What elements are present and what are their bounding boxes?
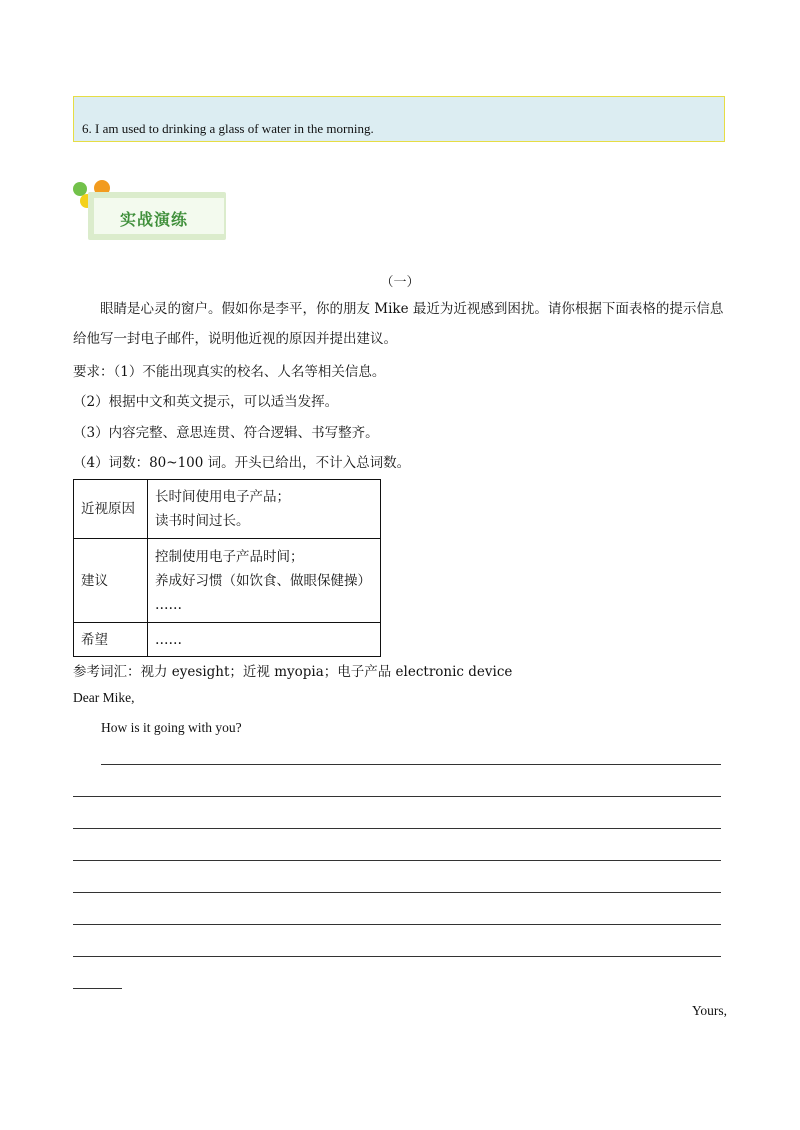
table-cell: …… <box>148 623 381 657</box>
letter-greeting: Dear Mike, <box>73 690 135 705</box>
table-label: 建议 <box>74 539 148 623</box>
requirement-3: （3）内容完整、意思连贯、符合逻辑、书写整齐。 <box>73 425 379 441</box>
section-number: （一） <box>380 275 420 290</box>
hint-table <box>73 479 381 657</box>
answer-line[interactable] <box>101 764 721 765</box>
table-row <box>74 539 381 623</box>
table-label: 近视原因 <box>74 480 148 539</box>
letter-closing: Yours, <box>691 1003 727 1018</box>
table-cell: 控制使用电子产品时间； 养成好习惯（如饮食、做眼保健操） …… <box>148 539 381 623</box>
requirement-4: （4）词数：80~100 词。开头已给出，不计入总词数。 <box>73 455 411 471</box>
answer-line[interactable] <box>73 892 721 893</box>
example-sentence-box <box>73 96 725 142</box>
section-banner <box>72 180 232 244</box>
answer-line[interactable] <box>73 988 122 989</box>
letter-opening: How is it going with you? <box>101 720 242 735</box>
table-row <box>74 480 381 539</box>
table-label: 希望 <box>74 623 148 657</box>
answer-line[interactable] <box>73 828 721 829</box>
task-intro: 眼睛是心灵的窗户。假如你是李平，你的朋友 Mike 最近为近视感到困扰。请你根据下面表格的提示信息给他写一封电子邮件，说明他近视的原因并提出建议。 <box>73 301 724 347</box>
requirement-1: 要求：（1）不能出现真实的校名、人名等相关信息。 <box>73 364 386 380</box>
answer-line[interactable] <box>73 860 721 861</box>
vocabulary-hint: 参考词汇：视力 eyesight；近视 myopia；电子产品 electronic device <box>73 664 513 680</box>
table-row <box>74 623 381 657</box>
banner-title: 实战演练 <box>120 210 189 229</box>
answer-line[interactable] <box>73 796 721 797</box>
table-cell: 长时间使用电子产品； 读书时间过长。 <box>148 480 381 539</box>
example-sentence: 6. I am used to drinking a glass of water in the morning. <box>82 121 374 136</box>
requirement-2: （2）根据中文和英文提示，可以适当发挥。 <box>73 394 339 410</box>
answer-line[interactable] <box>73 924 721 925</box>
answer-line[interactable] <box>73 956 721 957</box>
